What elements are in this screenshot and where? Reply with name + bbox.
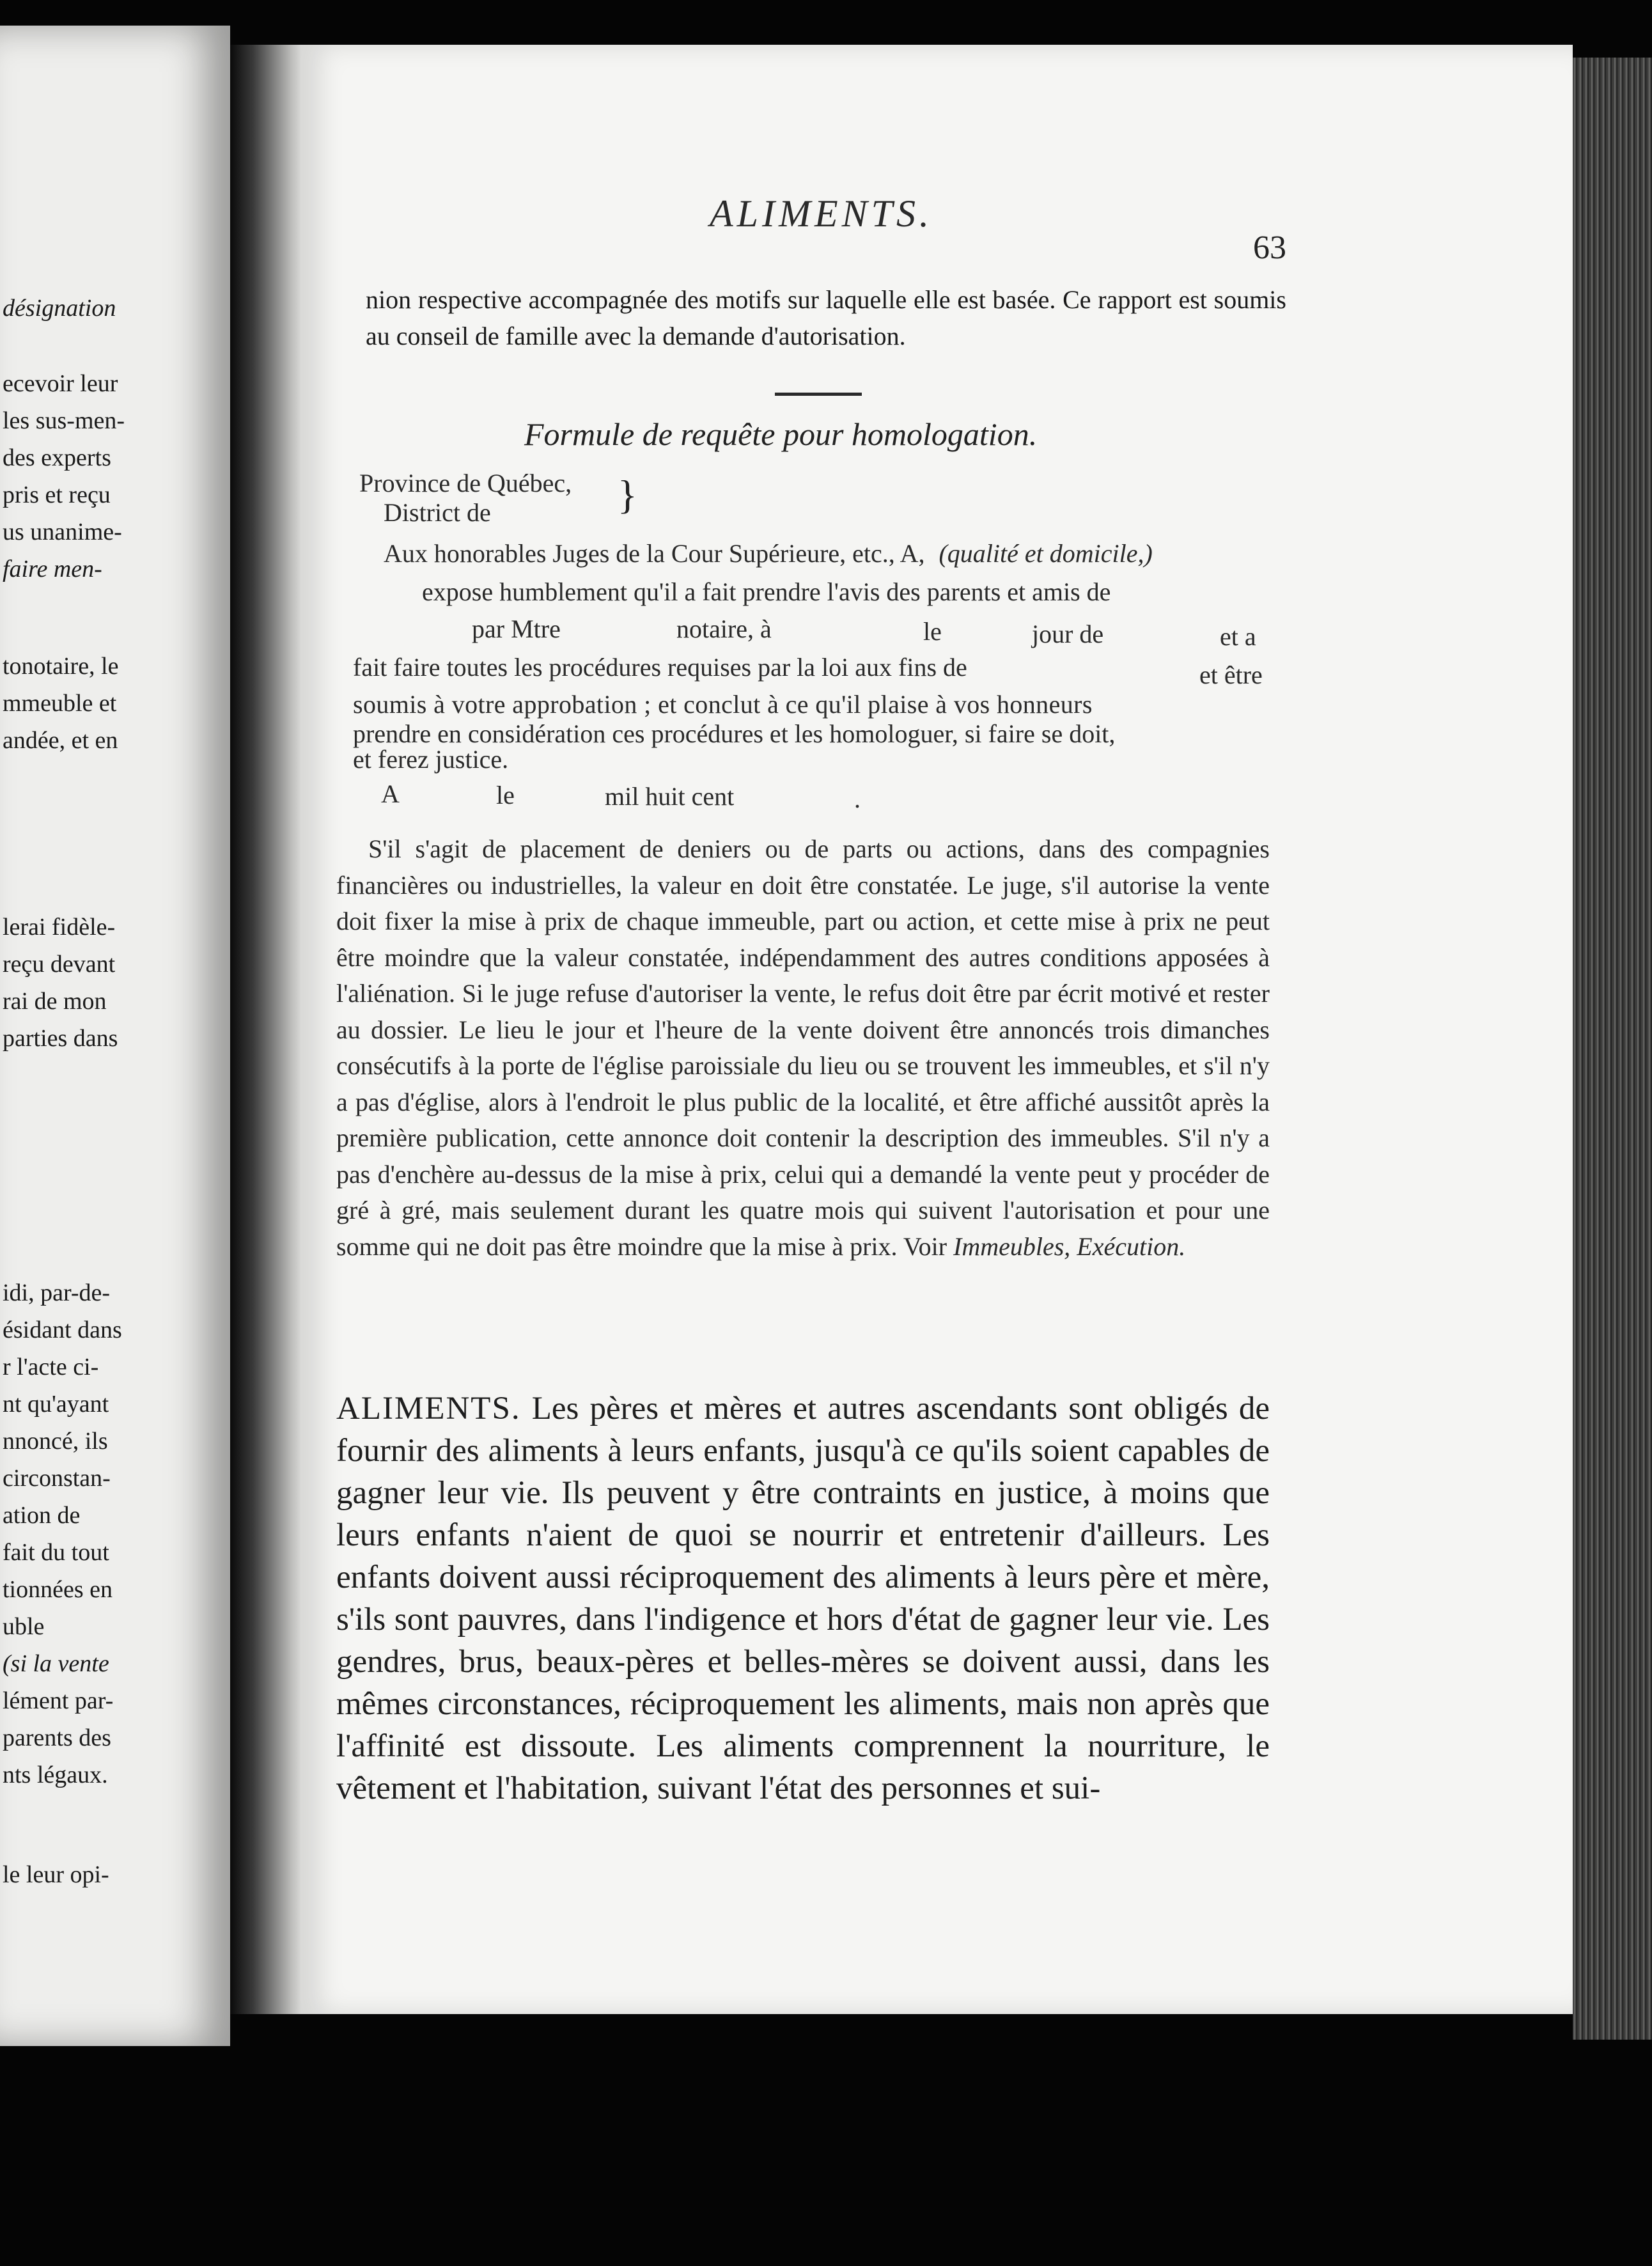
left-line: lément par-	[3, 1687, 114, 1714]
form-province: Province de Québec,	[359, 469, 572, 497]
left-line: andée, et en	[3, 727, 118, 754]
left-line: uble	[3, 1613, 45, 1640]
form-address-rest: expose humblement qu'il a fait prendre l'avis des parents et amis de	[422, 577, 1111, 606]
left-line: reçu devant	[3, 951, 116, 978]
form-fait: fait faire toutes les procédures requises par la loi aux fins de	[353, 653, 967, 682]
form-closing-le: le	[496, 781, 515, 809]
form-jour: jour de	[1032, 620, 1104, 648]
left-page	[0, 26, 230, 2046]
form-le: le	[923, 617, 942, 646]
article-paragraph	[336, 1387, 1270, 1809]
body-paragraph	[336, 831, 1270, 1265]
left-line: nts légaux.	[3, 1762, 108, 1788]
left-line: circonstan-	[3, 1465, 111, 1492]
form-address	[384, 538, 1153, 568]
left-line: nt qu'ayant	[3, 1391, 109, 1418]
left-line: (si la vente	[3, 1650, 109, 1677]
left-line: rai de mon	[3, 988, 107, 1015]
form-par: par Mtre	[472, 614, 561, 643]
form-closing-a: A	[381, 779, 400, 808]
left-line: parents des	[3, 1724, 111, 1751]
brace-mark: }	[618, 472, 637, 517]
left-line: fait du tout	[3, 1539, 109, 1566]
left-line: tionnées en	[3, 1576, 113, 1603]
form-address-italic: (qualité et domicile,)	[939, 539, 1153, 568]
left-line: idi, par-de-	[3, 1279, 111, 1306]
left-line: ation de	[3, 1502, 81, 1529]
left-line: mmeuble et	[3, 690, 117, 717]
form-closing-mil: mil huit cent	[605, 782, 735, 811]
form-eta: et a	[1220, 622, 1256, 651]
article-text: Les pères et mères et autres ascendants sont obligés de fournir des aliments à leurs enfants, jusqu'à ce qu'ils soient capables de gagner leur vie. Ils peuvent y être contraints en justice, à moins que leurs enfants n'aient de quoi se nourrir et entretenir d'ailleurs. Les enfants doivent aussi réciproquement des aliments à leurs père et mère, s'ils sont pauvres, dans l'indigence et hors d'état de gagner leur vie. Les gendres, brus, beaux-pères et belles-mères se doivent aussi, dans les mêmes circonstances, réciproquement les aliments, mais non après que l'affinité est dissoute. Les aliments comprennent la nourriture, le vêtement et l'habitation, suivant l'état des personnes et sui-	[336, 1391, 1270, 1806]
left-line: les sus-men-	[3, 407, 125, 434]
form-notaire: notaire, à	[676, 614, 772, 643]
form-ferez: et ferez justice.	[353, 745, 509, 774]
form-soumis: soumis à votre approbation ; et conclut à ce qu'il plaise à vos honneurs	[353, 690, 1093, 719]
form-closing-dot: .	[854, 785, 861, 813]
form-etetre: et être	[1199, 660, 1263, 689]
form-district: District de	[384, 498, 491, 527]
form-address-start: Aux honorables Juges de la Cour Supérieure, etc., A,	[384, 539, 925, 568]
body-paragraph-text: S'il s'agit de placement de deniers ou de parts ou actions, dans des compagnies financières ou industrielles, la valeur en doit être constatée. Le juge, s'il autorise la vente doit fixer la mise à prix de chaque immeuble, part ou action, et cette mise à prix ne peut être moindre que la valeur constatée, indépendamment des autres conditions apposées à l'aliénation. Si le juge refuse d'autoriser la vente, le refus doit être par écrit motivé et rester au dossier. Le lieu le jour et l'heure de la vente doivent être annoncés trois dimanches consécutifs à la porte de l'église paroissiale du lieu ou se trouvent les immeubles, et s'il n'y a pas d'église, alors à l'endroit le plus public de la localité, et être affiché aussitôt après la première publication, cette annonce doit contenir la description des immeubles. S'il n'y a pas d'enchère au-dessus de la mise à prix, celui qui a demandé la vente peut y procéder de gré à gré, mais seulement durant les quatre mois qui suivent l'autorisation et pour une somme qui ne doit pas être moindre que la mise à prix.	[336, 834, 1270, 1261]
page-number: 63	[1253, 230, 1286, 266]
article-heading: ALIMENTS.	[336, 1391, 521, 1426]
left-line: des experts	[3, 444, 111, 471]
left-line: us unanime-	[3, 519, 122, 545]
left-line: tonotaire, le	[3, 653, 119, 680]
left-line: faire men-	[3, 556, 102, 582]
left-line: lerai fidèle-	[3, 914, 116, 941]
form-prendre: prendre en considération ces procédures et les homologuer, si faire se doit,	[353, 719, 1116, 748]
page-edges	[1573, 58, 1652, 2040]
form-title: Formule de requête pour homologation.	[524, 416, 1038, 452]
left-line: parties dans	[3, 1025, 118, 1052]
left-line: pris et reçu	[3, 481, 111, 508]
left-line: ésidant dans	[3, 1317, 122, 1343]
left-line: désignation	[3, 295, 116, 322]
left-line: le leur opi-	[3, 1861, 109, 1888]
intro-paragraph: nion respective accompagnée des motifs sur laquelle elle est basée. Ce rapport est soumis au conseil de famille avec la demande d'autorisation.	[366, 285, 1286, 350]
running-head: ALIMENTS.	[710, 192, 933, 235]
voir-refs: Immeubles, Exécution.	[953, 1231, 1186, 1261]
left-line: r l'acte ci-	[3, 1354, 99, 1380]
book-gutter	[230, 45, 307, 2014]
scan-background	[0, 2046, 1652, 2266]
voir-label: Voir	[903, 1231, 947, 1261]
left-line: ecevoir leur	[3, 370, 118, 397]
left-line: nnoncé, ils	[3, 1428, 108, 1455]
section-rule	[775, 393, 862, 396]
